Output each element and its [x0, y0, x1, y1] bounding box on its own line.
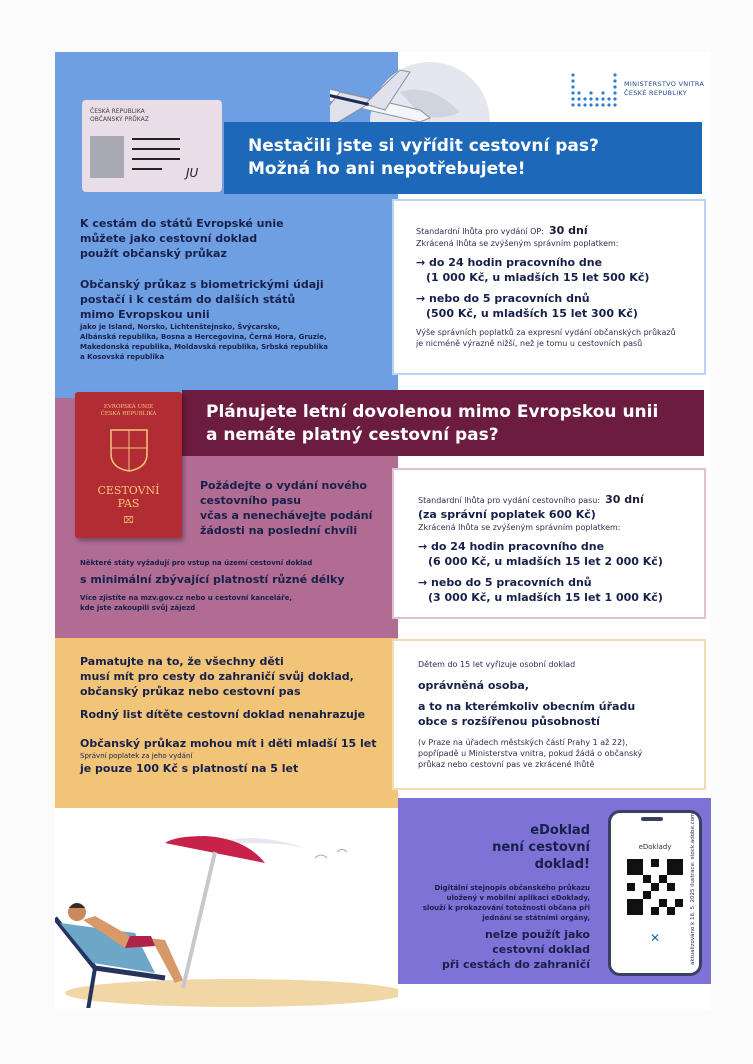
text-line: a Kosovská republika: [80, 353, 165, 361]
logo-line-2: ČESKÉ REPUBLIKY: [624, 89, 688, 97]
option-2: → nebo do 5 pracovních dnů: [416, 292, 590, 305]
passport-bottom-2: PAS: [117, 497, 140, 510]
passport-illustration: [75, 392, 182, 538]
passport-bottom-1: CESTOVNÍ: [97, 484, 160, 497]
text-line: musí mít pro cesty do zahraničí svůj doklad,: [80, 670, 354, 683]
short-deadline-label: Zkrácená lhůta se zvýšeným správním poplatkem:: [416, 239, 619, 248]
chip-icon: ⌧: [123, 516, 134, 526]
std-deadline-value: 30 dní: [549, 224, 588, 237]
option-1-fee: (6 000 Kč, u mladších 15 let 2 000 Kč): [428, 555, 663, 568]
text-line: Dětem do 15 let vyřizuje osobní doklad: [418, 660, 576, 669]
section-4-text: [408, 822, 590, 972]
ministry-logo-text: [624, 80, 704, 98]
qr-code-icon: [627, 859, 683, 915]
text-line: cestovní doklad: [492, 943, 590, 956]
std-deadline-value: 30 dní: [605, 493, 644, 506]
text-line: mimo Evropskou unii: [80, 308, 210, 321]
logo-line-1: MINISTERSTVO VNITRA: [624, 80, 705, 88]
text-line: použít občanský průkaz: [80, 247, 227, 260]
phone-app-label: eDoklady: [638, 843, 672, 851]
std-fee: (za správní poplatek 600 Kč): [418, 508, 596, 521]
text-line: včas a nenechávejte podání: [200, 509, 373, 522]
section-1-title: [248, 135, 688, 181]
beach-illustration: [55, 808, 398, 1008]
text-line: Požádejte o vydání nového: [200, 479, 367, 492]
section-1-title-line-2: Možná ho ani nepotřebujete!: [248, 159, 526, 179]
text-line: oprávněná osoba,: [418, 679, 529, 692]
text-line: Pamatujte na to, že všechny děti: [80, 655, 284, 668]
text-line: nelze použít jako: [484, 928, 590, 941]
id-card-illustration: [82, 100, 222, 192]
note-line: Výše správních poplatků za expresní vydání občanských průkazů: [416, 328, 676, 337]
text-line: při cestách do zahraničí: [442, 958, 590, 971]
text-line: s minimální zbývající platností různé délky: [80, 573, 345, 586]
text-line: Digitální stejnopis občanského průkazu: [434, 884, 590, 892]
text-line: Správní poplatek za jeho vydání: [80, 752, 193, 760]
text-line: (v Praze na úřadech městských částí Prahy 1 až 22),: [418, 738, 628, 747]
short-deadline-label: Zkrácená lhůta se zvýšeným správním poplatkem:: [418, 523, 621, 532]
section-2-title-line-2: a nemáte platný cestovní pas?: [206, 425, 499, 445]
section-1-left-text: [80, 216, 380, 362]
text-line: K cestám do států Evropské unie: [80, 217, 284, 230]
phone-illustration: [608, 810, 702, 976]
text-line: slouží k prokazování totožnosti občana při: [422, 904, 590, 912]
text-line: žádosti na poslední chvíli: [200, 524, 358, 537]
std-deadline-label: Standardní lhůta pro vydání OP:: [416, 227, 544, 236]
option-2-fee: (500 Kč, u mladších 15 let 300 Kč): [426, 307, 638, 320]
edoklad-title-line: eDoklad: [530, 823, 590, 838]
info-box-passport-fees: [394, 470, 704, 617]
coat-of-arms-icon: [109, 428, 149, 472]
edoklad-title-line: doklad!: [534, 857, 590, 872]
edoklad-title-line: není cestovní: [492, 840, 590, 855]
info-box-id-card-fees: [394, 201, 704, 373]
text-line: a to na kterémkoliv obecním úřadu: [418, 700, 636, 713]
text-line: Rodný list dítěte cestovní doklad nenahrazuje: [80, 708, 366, 721]
text-line: kde jste zakoupili svůj zájezd: [80, 604, 196, 612]
side-note: aktualizováno k 16. 5. 2025 ilustrace: stock.adobe.com: [690, 812, 696, 965]
id-card-signature: JU: [186, 166, 199, 180]
text-line: Makedonská republika, Moldavská republika, Srbská republika: [80, 343, 328, 351]
text-line: cestovního pasu: [200, 494, 302, 507]
section-2-title-line-1: Plánujete letní dovolenou mimo Evropskou unii: [206, 402, 659, 422]
section-3-left-text: [80, 654, 396, 776]
text-line: průkaz nebo cestovní pas ve zkrácené lhůtě: [418, 760, 595, 769]
text-line: občanský průkaz nebo cestovní pas: [80, 685, 301, 698]
text-line: jako je Island, Norsko, Lichtenštejnsko, Švýcarsko,: [80, 323, 280, 331]
text-line: je pouze 100 Kč s platností na 5 let: [80, 762, 299, 775]
phone-notch: [641, 817, 663, 821]
text-line: Některé státy vyžadují pro vstup na území cestovní doklad: [80, 559, 313, 567]
section-2-title: [206, 401, 696, 447]
id-card-line-1: ČESKÁ REPUBLIKA: [90, 108, 145, 115]
text-line: Občanský průkaz mohou mít i děti mladší 15 let: [80, 737, 377, 750]
section-2-advice: [200, 478, 390, 538]
info-box-children: [394, 641, 704, 788]
text-line: Občanský průkaz s biometrickými údaji: [80, 278, 324, 291]
std-deadline-label: Standardní lhůta pro vydání cestovního pasu:: [418, 496, 601, 505]
text-line: popřípadě u Ministerstva vnitra, pokud žádá o občanský: [418, 749, 643, 758]
text-line: Albánská republika, Bosna a Hercegovina, Černá Hora, Gruzie,: [80, 333, 327, 341]
option-1: → do 24 hodin pracovního dne: [416, 256, 603, 269]
close-icon: ✕: [649, 931, 661, 945]
id-card-line-2: OBČANSKÝ PRŮKAZ: [90, 116, 149, 123]
passport-top-1: EVROPSKÁ UNIE: [103, 404, 154, 410]
text-line: postačí i k cestám do dalších států: [80, 293, 296, 306]
option-1: → do 24 hodin pracovního dne: [418, 540, 605, 553]
text-line: obce s rozšířenou působností: [418, 715, 600, 728]
ministry-logo-icon: [570, 72, 618, 108]
option-2-fee: (3 000 Kč, u mladších 15 let 1 000 Kč): [428, 591, 663, 604]
note-line: je nicméně výrazně nižší, než je tomu u cestovních pasů: [416, 339, 643, 348]
text-line: můžete jako cestovní doklad: [80, 232, 258, 245]
airplane-illustration: [330, 52, 500, 132]
text-line: uložený v mobilní aplikaci eDoklady,: [446, 894, 590, 902]
section-2-left-text: [80, 558, 390, 613]
passport-top-2: ČESKÁ REPUBLIKA: [100, 411, 157, 417]
text-line: jednání se státními orgány,: [482, 914, 590, 922]
section-1-title-line-1: Nestačili jste si vyřídit cestovní pas?: [248, 136, 599, 156]
text-line: Více zjistíte na mzv.gov.cz nebo u cestovní kanceláře,: [80, 594, 293, 602]
id-card-photo: [90, 136, 124, 178]
option-2: → nebo do 5 pracovních dnů: [418, 576, 592, 589]
option-1-fee: (1 000 Kč, u mladších 15 let 500 Kč): [426, 271, 650, 284]
